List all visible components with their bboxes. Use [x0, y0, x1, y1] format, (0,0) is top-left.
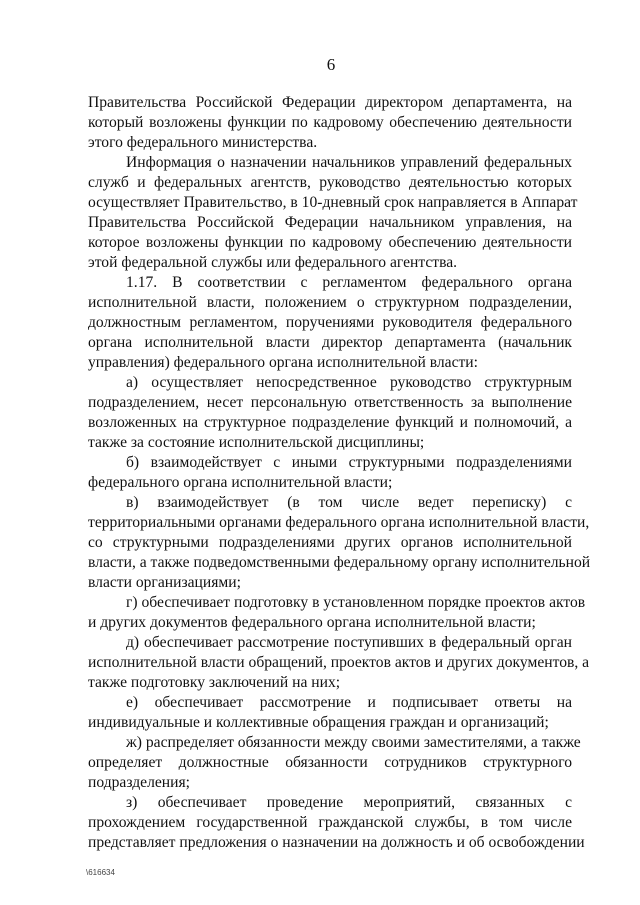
- text-line: в) взаимодействует (в том числе ведет переписку) с: [126, 494, 572, 511]
- paragraph: [88, 733, 581, 793]
- text-line: органа исполнительной власти директор департамента (начальник: [88, 334, 572, 351]
- text-line: Правительства Российской Федерации директором департамента, на: [88, 94, 572, 111]
- text-line: этой федеральной службы или федерального агентства.: [88, 254, 458, 271]
- text-line: этого федерального министерства.: [88, 134, 318, 151]
- text-line: д) обеспечивает рассмотрение поступивших в федеральный орган: [126, 634, 572, 651]
- text-line: также за состояние исполнительской дисциплины;: [88, 434, 425, 451]
- text-line: исполнительной власти обращений, проектов актов и других документов, а: [88, 654, 590, 671]
- paragraph: [88, 693, 572, 733]
- text-line: представляет предложения о назначении на должность и об освобождении: [88, 834, 585, 851]
- text-line: возложенных на структурное подразделение функций и полномочий, а: [88, 414, 572, 431]
- text-line: индивидуальные и коллективные обращения граждан и организаций;: [88, 714, 549, 731]
- text-line: определяет должностные обязанности сотрудников структурного: [88, 754, 572, 771]
- text-line: федерального органа исполнительной власти;: [88, 474, 393, 491]
- paragraph: [88, 153, 578, 273]
- document-code: \616634: [86, 868, 115, 877]
- text-line: а) осуществляет непосредственное руководство структурным: [126, 374, 572, 391]
- text-line: 1.17. В соответствии с регламентом федерального органа: [126, 274, 572, 291]
- text-line: власти, а также подведомственными федеральному органу исполнительной: [88, 554, 591, 571]
- text-line: подразделения;: [88, 774, 190, 791]
- paragraph: [88, 93, 572, 153]
- document-body: [88, 93, 591, 853]
- page-number: 6: [326, 55, 336, 74]
- text-line: подразделением, несет персональную ответственность за выполнение: [88, 394, 572, 411]
- paragraph: [88, 273, 572, 373]
- paragraph: [88, 793, 585, 853]
- paragraph: [88, 633, 590, 693]
- text-line: должностным регламентом, поручениями руководителя федерального: [88, 314, 572, 331]
- text-line: прохождением государственной гражданской службы, в том числе: [88, 814, 572, 831]
- paragraph: [88, 493, 591, 593]
- text-line: г) обеспечивает подготовку в установленном порядке проектов актов: [126, 594, 586, 611]
- text-line: Правительства Российской Федерации начальником управления, на: [88, 214, 572, 231]
- text-line: управления) федерального органа исполнительной власти:: [88, 354, 478, 371]
- text-line: служб и федеральных агентств, руководство деятельностью которых: [88, 174, 572, 191]
- paragraph: [88, 593, 586, 633]
- text-line: Информация о назначении начальников управлений федеральных: [126, 154, 572, 171]
- text-line: который возложены функции по кадровому обеспечению деятельности: [88, 114, 572, 131]
- text-line: которое возложены функции по кадровому обеспечению деятельности: [88, 234, 572, 251]
- text-line: ж) распределяет обязанности между своими заместителями, а также: [126, 734, 581, 751]
- text-line: и других документов федерального органа исполнительной власти;: [88, 614, 536, 631]
- text-line: исполнительной власти, положением о структурном подразделении,: [88, 294, 572, 311]
- text-line: е) обеспечивает рассмотрение и подписывает ответы на: [126, 694, 572, 711]
- text-line: з) обеспечивает проведение мероприятий, связанных с: [126, 794, 572, 811]
- text-line: власти организациями;: [88, 574, 241, 591]
- text-line: б) взаимодействует с иными структурными подразделениями: [126, 454, 572, 471]
- paragraph: [88, 373, 572, 453]
- text-line: со структурными подразделениями других органов исполнительной: [88, 534, 572, 551]
- text-line: также подготовку заключений на них;: [88, 674, 341, 691]
- text-line: осуществляет Правительство, в 10-дневный срок направляется в Аппарат: [88, 194, 578, 211]
- paragraph: [88, 453, 572, 493]
- text-line: территориальными органами федерального органа исполнительной власти,: [88, 514, 590, 531]
